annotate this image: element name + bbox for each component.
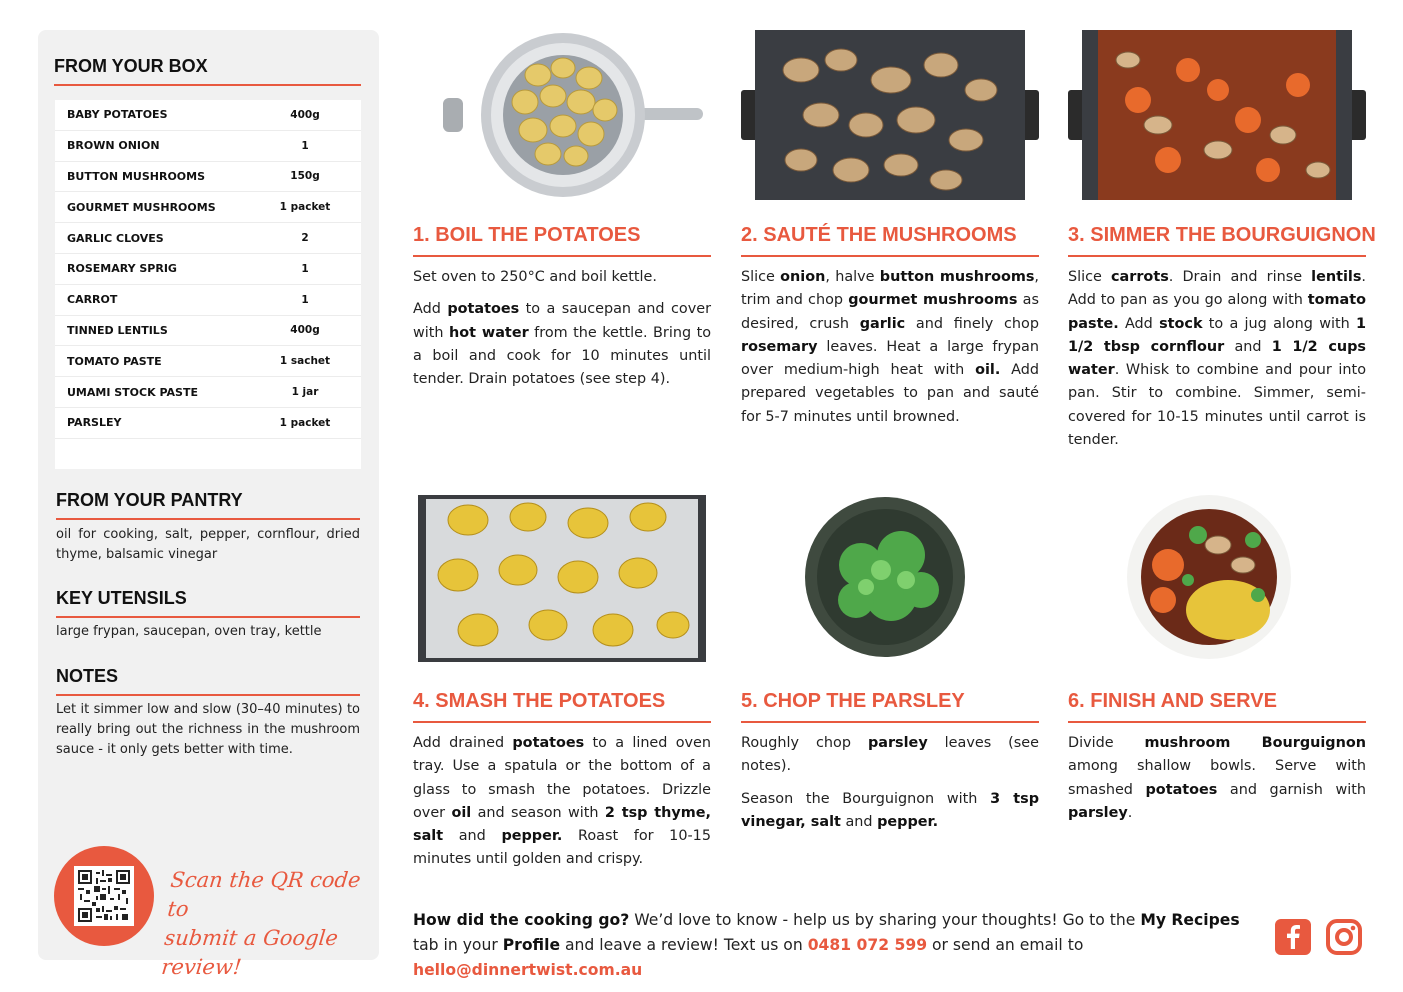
ingredient-name: ROSEMARY SPRIG	[67, 262, 177, 276]
notes-text: Let it simmer low and slow (30–40 minutes) to really bring out the richness in the mushroom sauce - it only gets better with time.	[56, 702, 360, 757]
ingredient-row	[55, 223, 361, 254]
instruction-text: and	[840, 813, 878, 830]
instruction-text: and finely chop	[905, 315, 1039, 332]
ingredient-highlight: parsley	[1068, 804, 1128, 821]
instruction-text: to a jug along with	[1202, 315, 1356, 332]
ingredient-row	[55, 408, 361, 439]
ingredient-table-padding	[55, 439, 361, 469]
phone-link[interactable]: 0481 072 599	[807, 936, 928, 954]
step-3-title: 3. SIMMER THE BOURGUIGNON	[1068, 224, 1366, 257]
ingredient-name: PARSLEY	[67, 416, 122, 430]
ingredient-row	[55, 316, 361, 347]
ingredient-name: TINNED LENTILS	[67, 323, 168, 337]
footer-text-3: and leave a review! Text us on	[560, 936, 808, 954]
ingredient-row	[55, 285, 361, 316]
instruction-text: leaves (see notes).	[741, 735, 1039, 775]
ingredient-qty: 1 sachet	[279, 355, 331, 368]
smashed-potatoes-tray-image	[413, 495, 711, 662]
finished-dish-image	[1068, 495, 1366, 662]
ingredient-highlight: gourmet mushrooms	[848, 292, 1018, 309]
ingredient-highlight: 1 1/2 cups water	[1068, 338, 1366, 379]
instruction-text: leaves. Heat a large frypan over medium-high heat with	[741, 338, 1039, 379]
ingredient-qty: 400g	[290, 108, 320, 121]
step-4-title: 4. SMASH THE POTATOES	[413, 690, 711, 723]
step-6-body	[1068, 732, 1366, 834]
ingredient-highlight: 2 tsp thyme, salt	[413, 804, 711, 845]
qr-code[interactable]	[74, 866, 134, 926]
ingredient-highlight: button mushrooms	[879, 269, 1035, 285]
instruction-text: Roast for 10-15 minutes until golden and crispy.	[413, 828, 711, 868]
ingredient-name: BABY POTATOES	[67, 108, 168, 122]
potatoes-pot-image	[413, 30, 711, 200]
qr-caption	[160, 866, 385, 982]
ingredient-name: GARLIC CLOVES	[67, 231, 164, 245]
ingredient-name: UMAMI STOCK PASTE	[67, 385, 198, 399]
instruction-text: , halve	[825, 269, 880, 285]
utensils-title: KEY UTENSILS	[56, 588, 360, 618]
instruction-text: , trim and chop	[741, 269, 1039, 309]
ingredient-row	[55, 131, 361, 162]
instruction-text: Season the Bourguignon with	[741, 790, 991, 807]
instruction-text: and	[1224, 338, 1272, 355]
step-5-title: 5. CHOP THE PARSLEY	[741, 690, 1039, 723]
ingredient-highlight: garlic	[859, 315, 906, 332]
instruction-text: Slice	[741, 269, 781, 285]
footer-text-2: tab in your	[413, 936, 503, 954]
ingredient-highlight: tomato paste.	[1068, 292, 1366, 332]
qr-caption-line2: submit a Google review!	[160, 926, 340, 979]
ingredient-qty: 1 packet	[279, 416, 331, 429]
qr-badge	[54, 846, 154, 946]
ingredient-highlight: mushroom Bourguignon	[1144, 735, 1366, 751]
instruction-text: as desired, crush	[741, 292, 1039, 332]
ingredient-row	[55, 192, 361, 223]
ingredient-qty: 1 jar	[291, 386, 319, 399]
bourguignon-pan-image	[1068, 30, 1366, 200]
ingredient-highlight: oil.	[975, 362, 1001, 379]
step-2-title: 2. SAUTÉ THE MUSHROOMS	[741, 224, 1039, 257]
ingredient-name: BROWN ONION	[67, 139, 160, 153]
qr-caption-line1: Scan the QR code to	[166, 868, 362, 921]
ingredient-highlight: potatoes	[447, 301, 520, 318]
ingredient-highlight: hot water	[449, 324, 529, 341]
ingredient-row	[55, 162, 361, 193]
instagram-icon[interactable]	[1325, 918, 1363, 956]
ingredient-highlight: lentils	[1311, 269, 1362, 285]
step-1-paragraph-1	[413, 266, 711, 289]
notes-title: NOTES	[56, 666, 360, 696]
step-6-title: 6. FINISH AND SERVE	[1068, 690, 1366, 723]
ingredient-highlight: 3 tsp vinegar, salt	[741, 790, 1039, 830]
ingredient-row	[55, 100, 361, 131]
instruction-text: from the kettle. Bring to a boil and cook for 10 minutes until tender. Drain potatoes (see step 4).	[413, 324, 712, 388]
email-link[interactable]: hello@dinnertwist.com.au	[413, 961, 643, 979]
step-5-body	[741, 732, 1039, 843]
ingredient-qty: 1	[301, 293, 309, 306]
ingredient-row	[55, 254, 361, 285]
instruction-text: Divide	[1068, 735, 1145, 751]
mushrooms-pan-image	[741, 30, 1039, 200]
ingredient-highlight: pepper.	[501, 828, 563, 845]
facebook-icon[interactable]	[1274, 918, 1312, 956]
step-1-body	[413, 266, 711, 400]
step-3-body	[1068, 266, 1366, 461]
ingredient-highlight: pepper.	[877, 813, 939, 830]
step-4-body	[413, 732, 711, 881]
footer-text-1: We’d love to know - help us by sharing your thoughts! Go to the	[629, 911, 1141, 929]
instruction-text: . Add to pan as you go along with	[1068, 269, 1366, 309]
ingredient-name: BUTTON MUSHROOMS	[67, 169, 206, 183]
utensils-text: large frypan, saucepan, oven tray, kettle	[56, 624, 322, 639]
ingredient-qty: 1 packet	[279, 201, 331, 214]
footer-my-recipes: My Recipes	[1140, 911, 1240, 929]
instruction-text: Add	[1118, 315, 1160, 332]
ingredient-highlight: carrots	[1111, 269, 1169, 285]
pantry-title: FROM YOUR PANTRY	[56, 490, 360, 520]
instruction-text: to a saucepan and cover with	[413, 301, 712, 341]
ingredient-qty: 1	[301, 139, 309, 152]
ingredient-highlight: parsley	[867, 735, 928, 751]
instruction-text: .	[1127, 804, 1133, 821]
footer-text-4: or send an email to	[927, 936, 1084, 954]
ingredient-row	[55, 346, 361, 377]
instruction-text: Add drained	[413, 735, 513, 751]
pantry-text: oil for cooking, salt, pepper, cornflour, dried thyme, balsamic vinegar	[56, 527, 360, 562]
ingredient-table	[55, 100, 361, 469]
box-title: FROM YOUR BOX	[54, 56, 361, 86]
parsley-bowl-image	[741, 495, 1039, 662]
instruction-text: . Drain and rinse	[1168, 269, 1312, 285]
ingredient-highlight: onion	[780, 269, 826, 285]
ingredient-highlight: stock	[1159, 315, 1203, 332]
ingredient-qty: 150g	[290, 170, 320, 183]
ingredient-name: TOMATO PASTE	[67, 354, 162, 368]
step-6-paragraph-1	[1068, 732, 1366, 825]
ingredient-row	[55, 377, 361, 408]
ingredient-highlight: oil	[451, 804, 472, 821]
step-5-paragraph-2	[741, 788, 1039, 835]
ingredient-qty: 1	[301, 262, 309, 275]
instruction-text: and garnish with	[1217, 781, 1366, 798]
instruction-text: and	[443, 828, 502, 845]
ingredient-name: GOURMET MUSHROOMS	[67, 200, 216, 214]
ingredient-name: CARROT	[67, 293, 118, 307]
ingredient-qty: 2	[301, 232, 309, 245]
step-4-paragraph-1	[413, 732, 711, 872]
ingredient-highlight: potatoes	[1145, 781, 1218, 798]
instruction-text: among shallow bowls. Serve with smashed	[1068, 758, 1366, 798]
step-2-paragraph-1	[741, 266, 1039, 429]
instruction-text: Slice	[1068, 269, 1111, 285]
footer-feedback	[413, 908, 1263, 983]
step-1-title: 1. BOIL THE POTATOES	[413, 224, 711, 257]
instruction-text: Set oven to 250°C and boil kettle.	[413, 269, 657, 285]
step-2-body	[741, 266, 1039, 438]
footer-question: How did the cooking go?	[413, 911, 630, 929]
instruction-text: . Whisk to combine and pour into pan. Stir to combine. Simmer, semi-covered for 10-15 minutes until carrot is tender.	[1068, 362, 1366, 449]
ingredient-highlight: 1 1/2 tbsp cornflour	[1068, 315, 1367, 355]
ingredient-highlight: rosemary	[741, 338, 818, 355]
instruction-text: to a lined oven tray. Use a spatula or the bottom of a glass to smash the potatoes. Drizzle over	[413, 735, 711, 821]
instruction-text: and season with	[471, 804, 605, 821]
sidebar	[38, 30, 379, 979]
instruction-text: Roughly chop	[741, 735, 868, 751]
ingredient-highlight: potatoes	[512, 735, 585, 751]
step-5-paragraph-1	[741, 732, 1039, 779]
step-3-paragraph-1	[1068, 266, 1366, 452]
step-1-paragraph-2	[413, 298, 711, 391]
instruction-text: Add prepared vegetables to pan and sauté for 5-7 minutes until browned.	[741, 362, 1039, 425]
ingredient-qty: 400g	[290, 324, 320, 337]
instruction-text: Add	[413, 301, 448, 318]
footer-profile: Profile	[502, 936, 561, 954]
